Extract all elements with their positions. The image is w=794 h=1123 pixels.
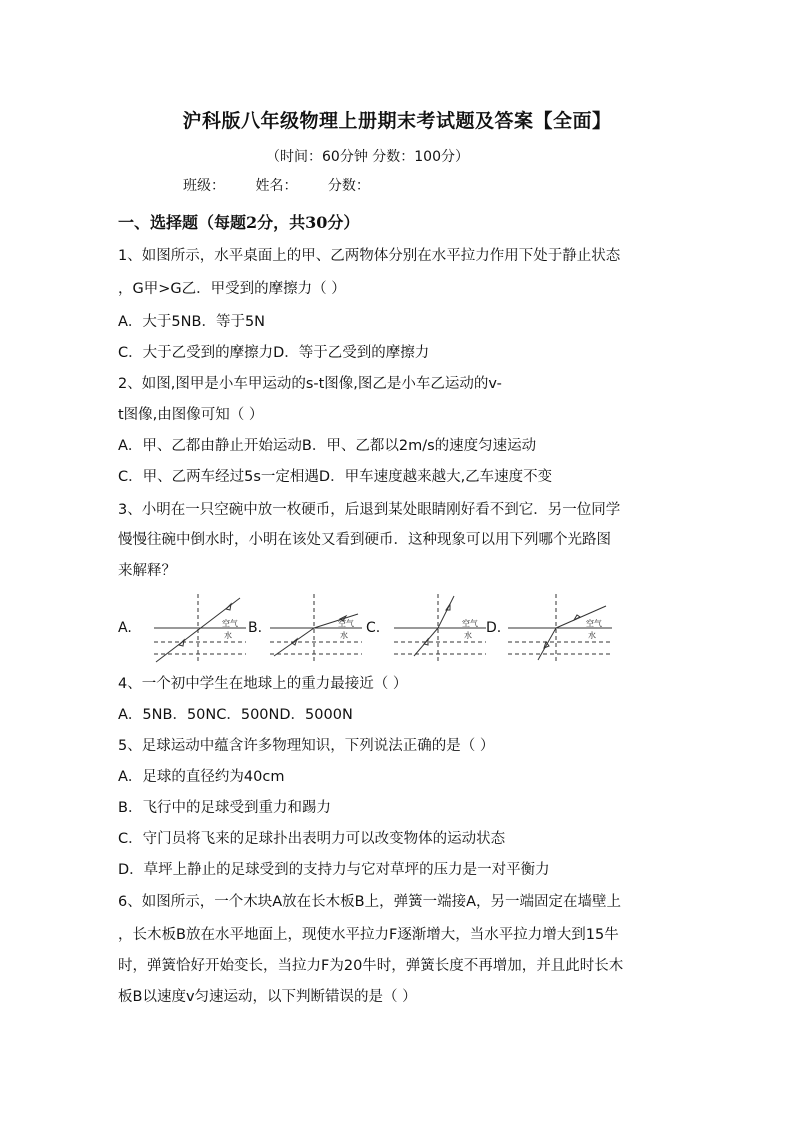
class-label: 班级： xyxy=(183,178,225,194)
q3-option-c-label: C. xyxy=(366,620,381,636)
exam-time-score: （时间：60分钟 分数：100分） xyxy=(266,149,469,165)
q3-option-b-label: B. xyxy=(248,620,263,636)
q3-line-1: 3、小明在一只空碗中放一枚硬币，后退到某处眼睛刚好看不到它．另一位同学 xyxy=(118,502,621,518)
q2-line-2: t图像,由图像可知（ ） xyxy=(118,407,264,423)
q5-line-1: 5、足球运动中蕴含许多物理知识，下列说法正确的是（ ） xyxy=(118,738,495,754)
q3-a-water-label: 水 xyxy=(224,631,232,640)
q3-c-water-label: 水 xyxy=(464,631,472,640)
q3-option-b-diagram xyxy=(268,592,364,664)
q5-option-a: A．足球的直径约为40cm xyxy=(118,769,285,785)
q6-line-1: 6、如图所示，一个木块A放在长木板B上，弹簧一端接A，另一端固定在墙壁上 xyxy=(118,894,622,910)
q1-options-ab: A．大于5NB．等于5N xyxy=(118,314,266,330)
q3-option-c-diagram xyxy=(392,592,488,664)
student-info xyxy=(183,175,396,195)
q4-line-1: 4、一个初中学生在地球上的重力最接近（ ） xyxy=(118,676,408,692)
q3-b-air-label: 空气 xyxy=(338,619,354,628)
q1-line-1: 1、如图所示，水平桌面上的甲、乙两物体分别在水平拉力作用下处于静止状态 xyxy=(118,248,621,264)
q6-line-4: 板B以速度v匀速运动，以下判断错误的是（ ） xyxy=(118,989,417,1005)
document-title: 沪科版八年级物理上册期末考试题及答案【全面】 xyxy=(182,110,612,132)
q3-d-air-label: 空气 xyxy=(586,619,602,628)
q3-line-2: 慢慢往碗中倒水时，小明在该处又看到硬币．这种现象可以用下列哪个光路图 xyxy=(118,532,611,548)
q6-line-3: 时，弹簧恰好开始变长，当拉力F为20牛时，弹簧长度不再增加，并且此时长木 xyxy=(118,958,624,974)
q3-light-path-diagrams xyxy=(118,592,618,666)
q3-d-water-label: 水 xyxy=(588,631,596,640)
q3-option-d-label: D. xyxy=(486,620,502,636)
q2-options-ab: A．甲、乙都由静止开始运动B．甲、乙都以2m/s的速度匀速运动 xyxy=(118,438,537,454)
q2-line-1: 2、如图,图甲是小车甲运动的s-t图像,图乙是小车乙运动的v- xyxy=(118,376,502,392)
q2-options-cd: C．甲、乙两车经过5s一定相遇D．甲车速度越来越大,乙车速度不变 xyxy=(118,469,553,485)
q5-option-b: B．飞行中的足球受到重力和踢力 xyxy=(118,800,331,816)
q3-option-a-diagram xyxy=(152,592,248,664)
q3-b-water-label: 水 xyxy=(340,631,348,640)
q1-options-cd: C．大于乙受到的摩擦力D．等于乙受到的摩擦力 xyxy=(118,345,430,361)
q3-a-air-label: 空气 xyxy=(222,619,238,628)
section-heading-choice: 一、选择题（每题2分，共30分） xyxy=(118,213,360,232)
q3-line-3: 来解释？ xyxy=(118,563,176,579)
q3-option-a-label: A. xyxy=(118,620,132,636)
q3-c-air-label: 空气 xyxy=(462,619,478,628)
q6-line-2: ，长木板B放在水平地面上，现使水平拉力F逐渐增大，当水平拉力增大到15牛 xyxy=(118,927,619,943)
q4-options: A．5NB．50NC．500ND．5000N xyxy=(118,707,353,723)
name-label: 姓名： xyxy=(255,178,298,194)
q1-line-2: ，G甲>G乙．甲受到的摩擦力（ ） xyxy=(118,281,346,297)
q3-option-d-diagram xyxy=(506,592,616,664)
score-label: 分数： xyxy=(327,178,370,194)
q5-option-d: D．草坪上静止的足球受到的支持力与它对草坪的压力是一对平衡力 xyxy=(118,862,550,878)
q5-option-c: C．守门员将飞来的足球扑出表明力可以改变物体的运动状态 xyxy=(118,831,506,847)
